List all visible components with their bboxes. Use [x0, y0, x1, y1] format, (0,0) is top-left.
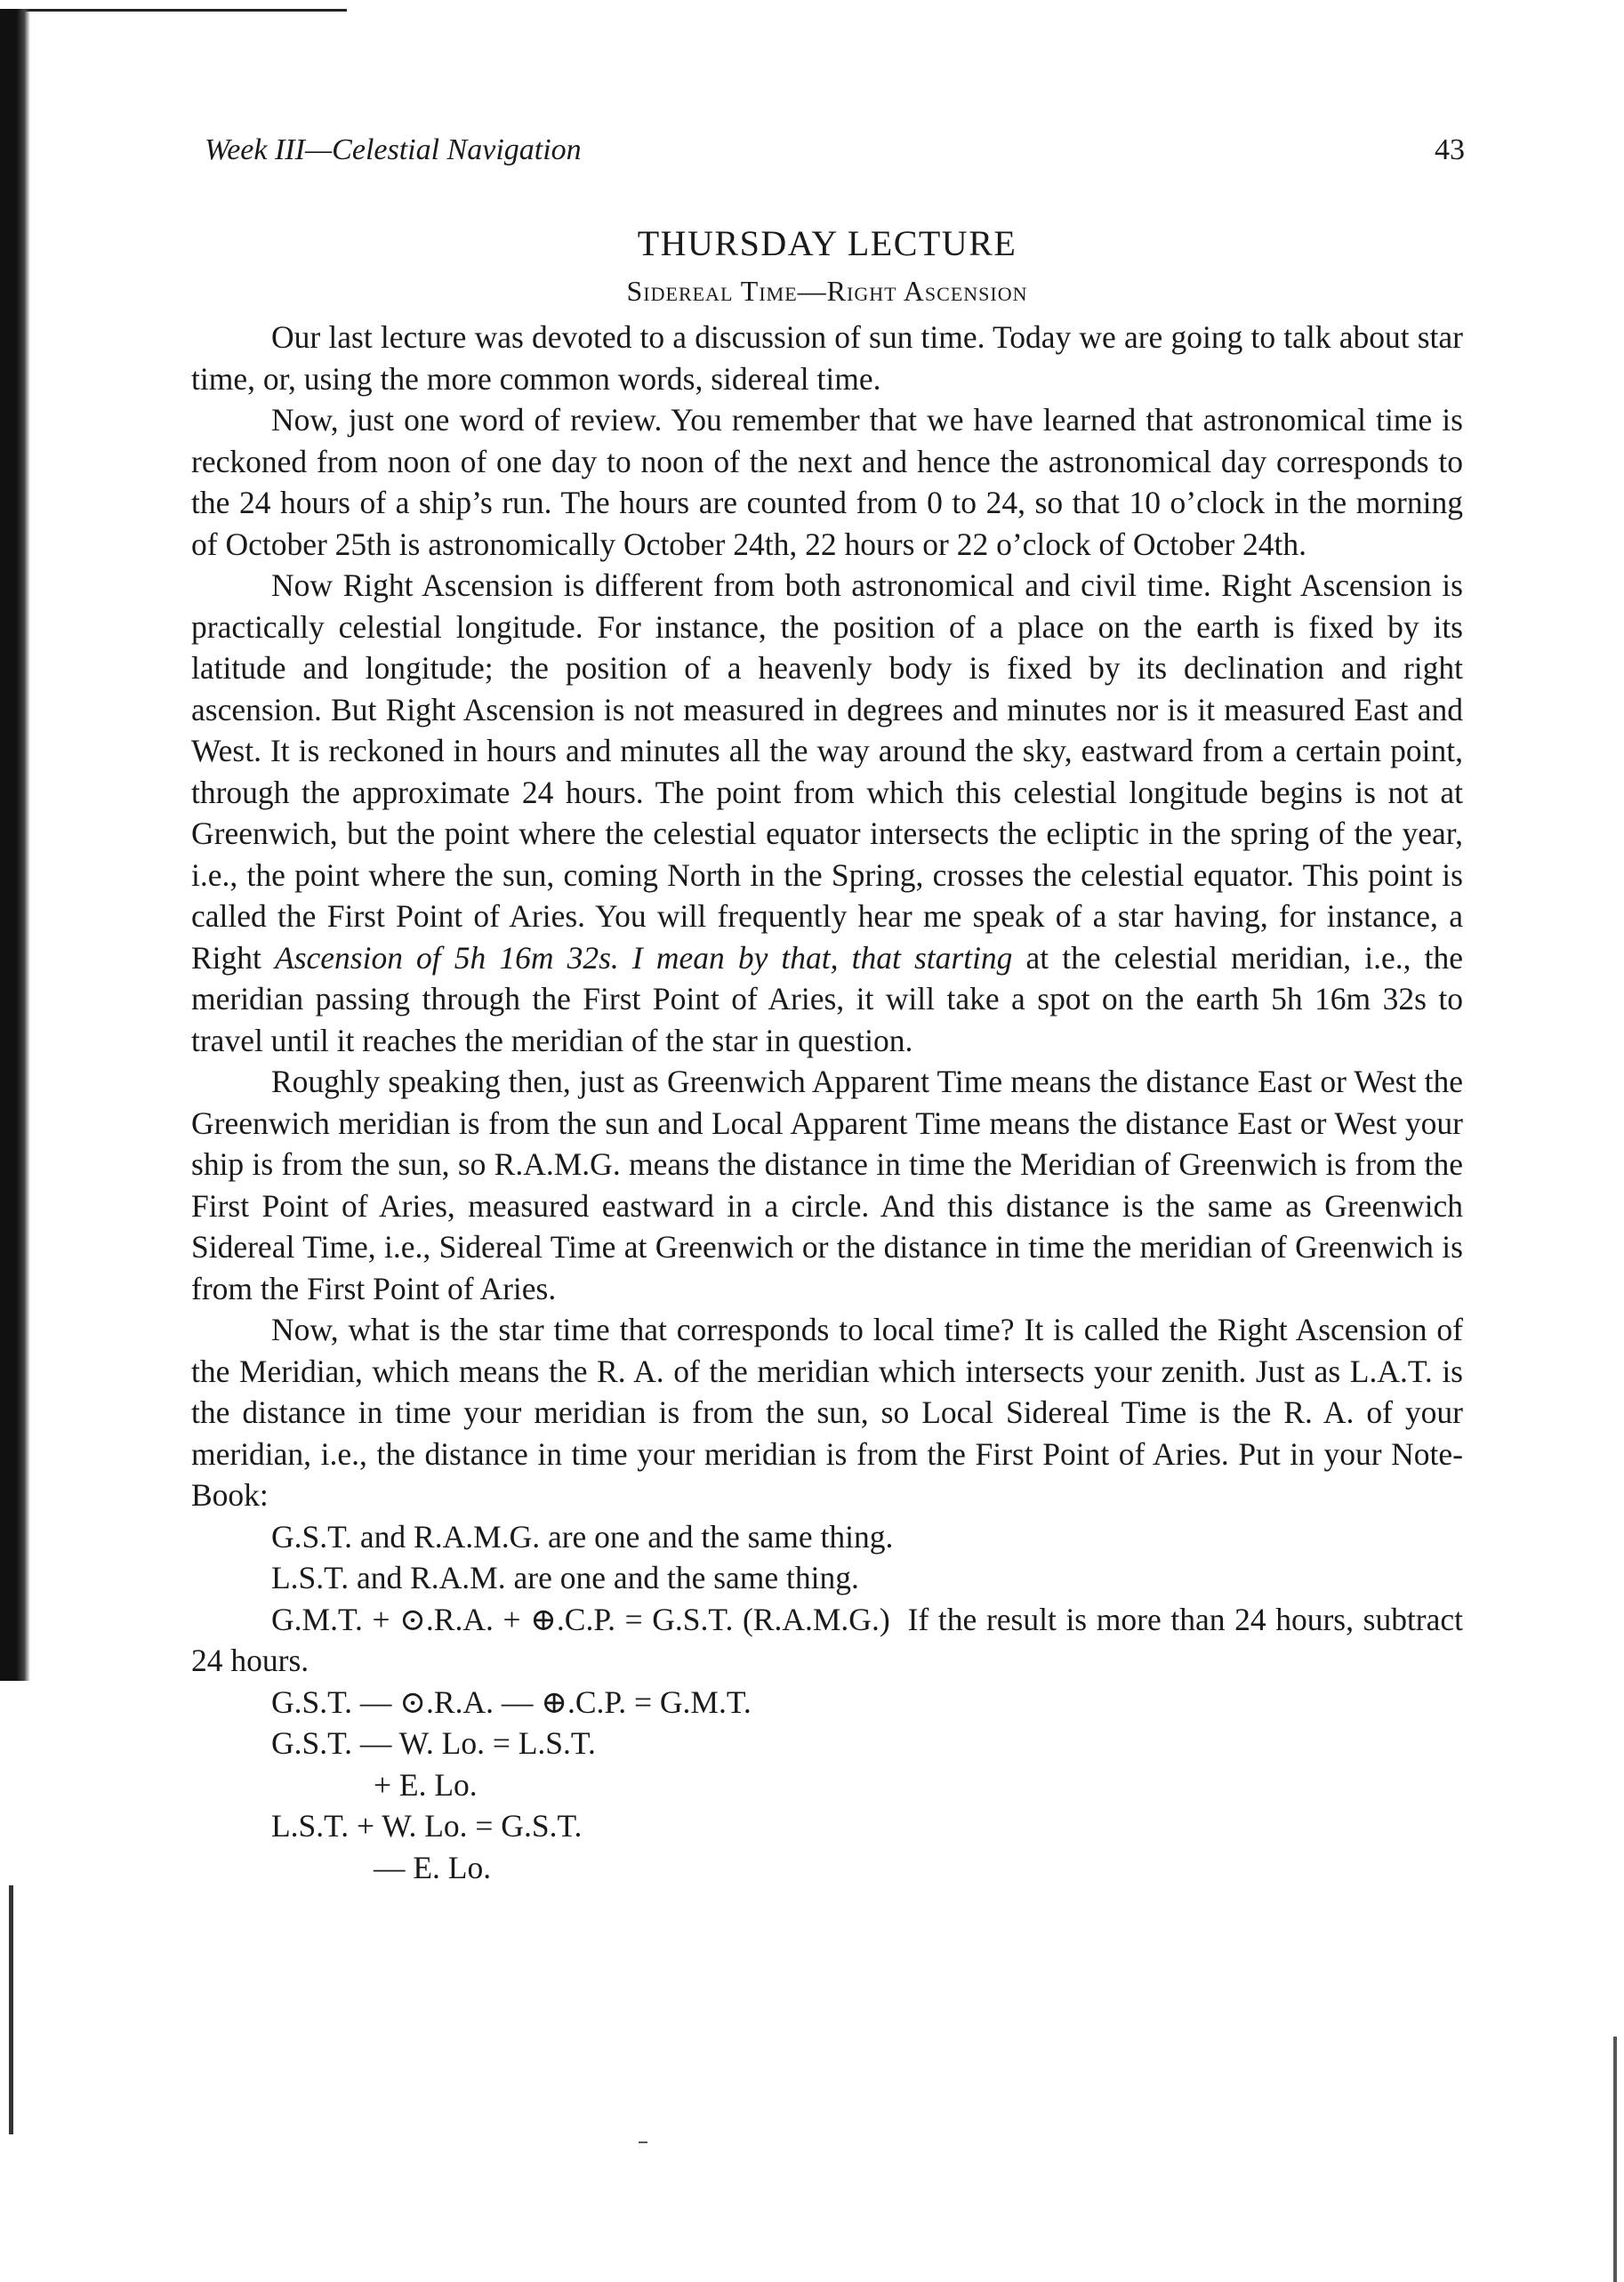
- formula-gmt-to-gst-equation: G.M.T. + ⊙.R.A. + ⊕.C.P. = G.S.T. (R.A.M.G.): [271, 1601, 890, 1637]
- formula-lst-to-gst-east: — E. Lo.: [374, 1849, 492, 1885]
- scan-edge-left: [0, 9, 30, 1681]
- paragraph-1: Our last lecture was devoted to a discussion of sun time. Today we are going to talk about star time, or, using the more common words, sidereal time.: [191, 319, 1463, 397]
- formula-gst-to-lst-east: + E. Lo.: [374, 1766, 478, 1803]
- paragraph-2: Now, just one word of review. You remember that we have learned that astronomical time is reckoned from noon of one day to noon of the next and hence the astronomical day corresponds to the 24 hours of a ship’s run. The hours are counted from 0 to 24, so that 10 o’clock in the morning of October 25th is astronomically October 24th, 22 hours or 22 o’clock of October 24th.: [191, 402, 1463, 562]
- scan-edge-top: [0, 9, 347, 12]
- formula-gmt-to-gst-note: If the result is more than 24 hours, subtract 24 hours.: [191, 1601, 1463, 1678]
- paragraph-3: [191, 565, 1463, 1061]
- paragraph-3-italic-run: Ascension of 5h 16m 32s. I mean by that, that starting: [275, 939, 1013, 976]
- formula-lst-ram: L.S.T. and R.A.M. are one and the same thing.: [271, 1560, 859, 1595]
- paragraph-3-part-a: Now Right Ascension is different from both astronomical and civil time. Right Ascension is practically celestial longitude. For instance, the position of a place on the earth is fixed by its latitude and longitude; the position of a heavenly body is fixed by its declination and right ascension. But Right Ascension is not measured in degrees and minutes nor is it measured East and West. It is reckoned in hours and minutes all the way around the sky, eastward from a certain point, through the approximate 24 hours. The point from which this celestial longitude begins is not at Greenwich, but the point where the celestial equator intersects the ecliptic in the spring of the year, i.e., the point where the sun, coming North in the Spring, crosses the celestial equator. This point is called the First Point of Aries. You will frequently hear me speak of a star having, for instance, a Right: [191, 567, 1463, 976]
- body-text: [191, 317, 1463, 1516]
- paragraph-4: Roughly speaking then, just as Greenwich Apparent Time means the distance East or West the Greenwich meridian is from the sun and Local Apparent Time means the distance East or West your ship is from the sun, so R.A.M.G. means the distance in time the Meridian of Greenwich is from the First Point of Aries, measured eastward in a circle. And this distance is the same as Greenwich Sidereal Time, i.e., Sidereal Time at Greenwich or the distance in time the meridian of Greenwich is from the First Point of Aries.: [191, 1064, 1463, 1306]
- formula-lst-to-gst: L.S.T. + W. Lo. = G.S.T.: [271, 1808, 583, 1844]
- formula-gmt-to-gst: [191, 1599, 1463, 1682]
- paragraph-5: Now, what is the star time that corresponds to local time? It is called the Right Ascension of the Meridian, which means the R. A. of the meridian which intersects your zenith. Just as L.A.T. is the distance in time your meridian is from the sun, so Local Sidereal Time is the R. A. of your meridian, i.e., the distance in time your meridian is from the First Point of Aries. Put in your Note-Book:: [191, 1312, 1463, 1513]
- lecture-title: THURSDAY LECTURE: [637, 223, 1017, 263]
- formula-gst-to-lst: G.S.T. — W. Lo. = L.S.T.: [271, 1725, 596, 1761]
- scan-edge-left-lower: [9, 1885, 13, 2134]
- paragraph-3-part-b: at the celestial meridian, i.e., the meridian passing through the First Point of Aries, it will take a spot on the earth 5h 16m 32s to travel until it reaches the meridian of the star in question.: [191, 939, 1463, 1058]
- lecture-subtitle: Sidereal Time—Right Ascension: [626, 275, 1028, 307]
- formula-gst-ramg: G.S.T. and R.A.M.G. are one and the same thing.: [271, 1518, 894, 1555]
- running-head-title: Week III—Celestial Navigation: [205, 133, 582, 166]
- running-head: [191, 133, 1463, 167]
- print-mark: [639, 2141, 647, 2143]
- notebook-formulas: [191, 1516, 1463, 1889]
- page-number: 43: [1435, 133, 1465, 166]
- book-page: [191, 133, 1463, 1888]
- formula-gst-to-gmt: G.S.T. — ⊙.R.A. — ⊕.C.P. = G.M.T.: [271, 1683, 752, 1720]
- scan-edge-right: [1613, 2037, 1617, 2282]
